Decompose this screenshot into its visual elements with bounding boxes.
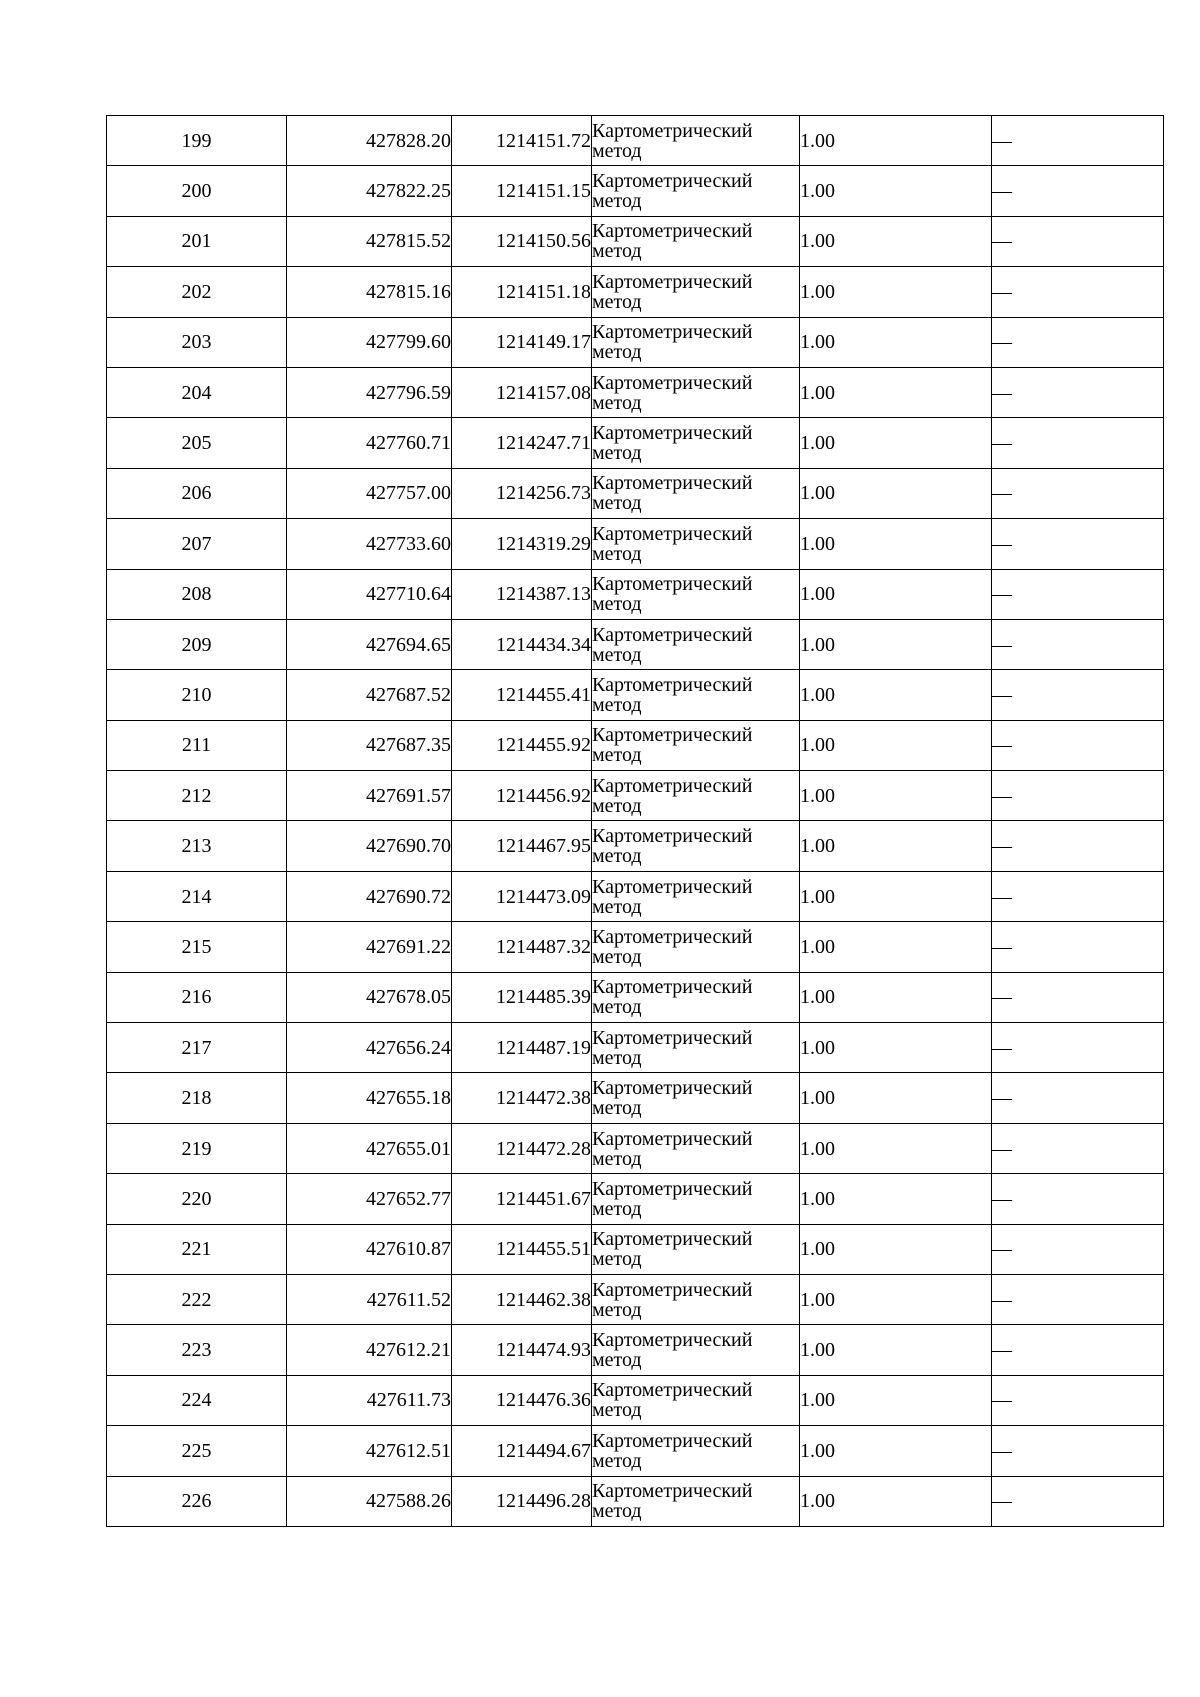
table-row xyxy=(107,771,1164,821)
table-row xyxy=(107,1123,1164,1173)
description-cell: — xyxy=(992,116,1164,166)
point-number-cell: 224 xyxy=(107,1375,287,1425)
point-number-cell: 205 xyxy=(107,418,287,468)
method-cell xyxy=(592,670,800,720)
description-cell: — xyxy=(992,821,1164,871)
method-line-1: Картометрический xyxy=(592,1480,753,1503)
accuracy-cell: 1.00 xyxy=(800,116,992,166)
accuracy-cell: 1.00 xyxy=(800,1375,992,1425)
x-coordinate-cell: 427611.73 xyxy=(287,1375,452,1425)
method-cell xyxy=(592,1174,800,1224)
method-cell xyxy=(592,771,800,821)
table-row xyxy=(107,367,1164,417)
method-cell xyxy=(592,720,800,770)
y-coordinate-cell: 1214151.18 xyxy=(452,267,592,317)
x-coordinate-cell: 427694.65 xyxy=(287,619,452,669)
x-coordinate-cell: 427828.20 xyxy=(287,116,452,166)
y-coordinate-cell: 1214151.15 xyxy=(452,166,592,216)
method-cell xyxy=(592,871,800,921)
method-line-1: Картометрический xyxy=(592,875,753,898)
accuracy-cell: 1.00 xyxy=(800,871,992,921)
x-coordinate-cell: 427652.77 xyxy=(287,1174,452,1224)
table-row xyxy=(107,1174,1164,1224)
method-line-1: Картометрический xyxy=(592,522,753,545)
accuracy-cell: 1.00 xyxy=(800,418,992,468)
y-coordinate-cell: 1214150.56 xyxy=(452,216,592,266)
accuracy-cell: 1.00 xyxy=(800,972,992,1022)
y-coordinate-cell: 1214472.28 xyxy=(452,1123,592,1173)
table-row xyxy=(107,720,1164,770)
y-coordinate-cell: 1214319.29 xyxy=(452,519,592,569)
table-row xyxy=(107,216,1164,266)
y-coordinate-cell: 1214456.92 xyxy=(452,771,592,821)
y-coordinate-cell: 1214455.41 xyxy=(452,670,592,720)
table-row xyxy=(107,922,1164,972)
method-cell xyxy=(592,116,800,166)
method-line-2: метод xyxy=(592,895,642,918)
method-line-2: метод xyxy=(592,1500,642,1523)
x-coordinate-cell: 427690.70 xyxy=(287,821,452,871)
accuracy-cell: 1.00 xyxy=(800,1073,992,1123)
x-coordinate-cell: 427822.25 xyxy=(287,166,452,216)
accuracy-cell: 1.00 xyxy=(800,267,992,317)
y-coordinate-cell: 1214474.93 xyxy=(452,1325,592,1375)
accuracy-cell: 1.00 xyxy=(800,1426,992,1476)
x-coordinate-cell: 427655.18 xyxy=(287,1073,452,1123)
method-line-1: Картометрический xyxy=(592,321,753,344)
point-number-cell: 212 xyxy=(107,771,287,821)
point-number-cell: 202 xyxy=(107,267,287,317)
y-coordinate-cell: 1214256.73 xyxy=(452,468,592,518)
method-line-2: метод xyxy=(592,492,642,515)
y-coordinate-cell: 1214487.32 xyxy=(452,922,592,972)
method-line-2: метод xyxy=(592,1046,642,1069)
x-coordinate-cell: 427687.52 xyxy=(287,670,452,720)
description-cell: — xyxy=(992,166,1164,216)
method-line-2: метод xyxy=(592,744,642,767)
description-cell: — xyxy=(992,720,1164,770)
table-row xyxy=(107,267,1164,317)
point-number-cell: 207 xyxy=(107,519,287,569)
method-line-2: метод xyxy=(592,542,642,565)
description-cell: — xyxy=(992,771,1164,821)
method-cell xyxy=(592,569,800,619)
method-line-1: Картометрический xyxy=(592,422,753,445)
method-line-1: Картометрический xyxy=(592,220,753,243)
y-coordinate-cell: 1214151.72 xyxy=(452,116,592,166)
method-line-2: метод xyxy=(592,794,642,817)
accuracy-cell: 1.00 xyxy=(800,367,992,417)
table-row xyxy=(107,972,1164,1022)
table-row xyxy=(107,619,1164,669)
method-cell xyxy=(592,922,800,972)
accuracy-cell: 1.00 xyxy=(800,1123,992,1173)
description-cell: — xyxy=(992,670,1164,720)
x-coordinate-cell: 427611.52 xyxy=(287,1274,452,1324)
table-row xyxy=(107,418,1164,468)
table-row xyxy=(107,1224,1164,1274)
point-number-cell: 210 xyxy=(107,670,287,720)
coordinates-table-body xyxy=(107,116,1164,1527)
method-line-2: метод xyxy=(592,190,642,213)
method-cell xyxy=(592,1325,800,1375)
y-coordinate-cell: 1214472.38 xyxy=(452,1073,592,1123)
y-coordinate-cell: 1214451.67 xyxy=(452,1174,592,1224)
point-number-cell: 222 xyxy=(107,1274,287,1324)
description-cell: — xyxy=(992,1023,1164,1073)
method-line-1: Картометрический xyxy=(592,1026,753,1049)
method-line-1: Картометрический xyxy=(592,1127,753,1150)
description-cell: — xyxy=(992,1325,1164,1375)
accuracy-cell: 1.00 xyxy=(800,216,992,266)
table-row xyxy=(107,468,1164,518)
point-number-cell: 216 xyxy=(107,972,287,1022)
description-cell: — xyxy=(992,367,1164,417)
accuracy-cell: 1.00 xyxy=(800,821,992,871)
method-line-1: Картометрический xyxy=(592,673,753,696)
table-row xyxy=(107,821,1164,871)
accuracy-cell: 1.00 xyxy=(800,519,992,569)
method-line-2: метод xyxy=(592,442,642,465)
method-line-1: Картометрический xyxy=(592,573,753,596)
method-line-2: метод xyxy=(592,1399,642,1422)
y-coordinate-cell: 1214462.38 xyxy=(452,1274,592,1324)
point-number-cell: 218 xyxy=(107,1073,287,1123)
method-cell xyxy=(592,1375,800,1425)
point-number-cell: 220 xyxy=(107,1174,287,1224)
description-cell: — xyxy=(992,1224,1164,1274)
description-cell: — xyxy=(992,1123,1164,1173)
x-coordinate-cell: 427815.52 xyxy=(287,216,452,266)
accuracy-cell: 1.00 xyxy=(800,317,992,367)
method-cell xyxy=(592,166,800,216)
method-cell xyxy=(592,1073,800,1123)
x-coordinate-cell: 427691.57 xyxy=(287,771,452,821)
method-line-2: метод xyxy=(592,945,642,968)
description-cell: — xyxy=(992,1073,1164,1123)
method-line-2: метод xyxy=(592,1349,642,1372)
point-number-cell: 200 xyxy=(107,166,287,216)
accuracy-cell: 1.00 xyxy=(800,720,992,770)
point-number-cell: 203 xyxy=(107,317,287,367)
description-cell: — xyxy=(992,418,1164,468)
y-coordinate-cell: 1214434.34 xyxy=(452,619,592,669)
method-line-2: метод xyxy=(592,1197,642,1220)
table-row xyxy=(107,166,1164,216)
method-line-1: Картометрический xyxy=(592,1177,753,1200)
point-number-cell: 221 xyxy=(107,1224,287,1274)
method-line-2: метод xyxy=(592,1449,642,1472)
x-coordinate-cell: 427612.21 xyxy=(287,1325,452,1375)
point-number-cell: 214 xyxy=(107,871,287,921)
point-number-cell: 219 xyxy=(107,1123,287,1173)
description-cell: — xyxy=(992,1174,1164,1224)
accuracy-cell: 1.00 xyxy=(800,1023,992,1073)
method-cell xyxy=(592,519,800,569)
table-row xyxy=(107,1375,1164,1425)
description-cell: — xyxy=(992,569,1164,619)
description-cell: — xyxy=(992,317,1164,367)
accuracy-cell: 1.00 xyxy=(800,771,992,821)
accuracy-cell: 1.00 xyxy=(800,1274,992,1324)
method-line-1: Картометрический xyxy=(592,925,753,948)
table-row xyxy=(107,1274,1164,1324)
x-coordinate-cell: 427610.87 xyxy=(287,1224,452,1274)
table-row xyxy=(107,116,1164,166)
method-cell xyxy=(592,1476,800,1526)
y-coordinate-cell: 1214473.09 xyxy=(452,871,592,921)
method-line-2: метод xyxy=(592,1147,642,1170)
table-row xyxy=(107,1426,1164,1476)
point-number-cell: 223 xyxy=(107,1325,287,1375)
point-number-cell: 204 xyxy=(107,367,287,417)
method-line-2: метод xyxy=(592,1248,642,1271)
method-line-1: Картометрический xyxy=(592,724,753,747)
accuracy-cell: 1.00 xyxy=(800,468,992,518)
method-cell xyxy=(592,619,800,669)
accuracy-cell: 1.00 xyxy=(800,1476,992,1526)
method-cell xyxy=(592,1274,800,1324)
method-line-1: Картометрический xyxy=(592,170,753,193)
y-coordinate-cell: 1214476.36 xyxy=(452,1375,592,1425)
method-line-1: Картометрический xyxy=(592,774,753,797)
y-coordinate-cell: 1214157.08 xyxy=(452,367,592,417)
description-cell: — xyxy=(992,1274,1164,1324)
method-line-2: метод xyxy=(592,593,642,616)
x-coordinate-cell: 427733.60 xyxy=(287,519,452,569)
y-coordinate-cell: 1214455.92 xyxy=(452,720,592,770)
coordinates-table xyxy=(106,115,1164,1527)
point-number-cell: 201 xyxy=(107,216,287,266)
method-line-1: Картометрический xyxy=(592,371,753,394)
method-cell xyxy=(592,972,800,1022)
point-number-cell: 208 xyxy=(107,569,287,619)
point-number-cell: 213 xyxy=(107,821,287,871)
point-number-cell: 209 xyxy=(107,619,287,669)
x-coordinate-cell: 427687.35 xyxy=(287,720,452,770)
method-line-1: Картометрический xyxy=(592,976,753,999)
table-row xyxy=(107,871,1164,921)
x-coordinate-cell: 427815.16 xyxy=(287,267,452,317)
description-cell: — xyxy=(992,1375,1164,1425)
x-coordinate-cell: 427760.71 xyxy=(287,418,452,468)
method-line-2: метод xyxy=(592,1298,642,1321)
method-line-2: метод xyxy=(592,139,642,162)
method-line-2: метод xyxy=(592,643,642,666)
y-coordinate-cell: 1214496.28 xyxy=(452,1476,592,1526)
method-line-2: метод xyxy=(592,845,642,868)
x-coordinate-cell: 427796.59 xyxy=(287,367,452,417)
method-cell xyxy=(592,1224,800,1274)
table-row xyxy=(107,1073,1164,1123)
point-number-cell: 211 xyxy=(107,720,287,770)
method-line-2: метод xyxy=(592,1097,642,1120)
description-cell: — xyxy=(992,519,1164,569)
method-line-2: метод xyxy=(592,341,642,364)
x-coordinate-cell: 427588.26 xyxy=(287,1476,452,1526)
accuracy-cell: 1.00 xyxy=(800,166,992,216)
method-cell xyxy=(592,1023,800,1073)
accuracy-cell: 1.00 xyxy=(800,569,992,619)
point-number-cell: 217 xyxy=(107,1023,287,1073)
method-cell xyxy=(592,1123,800,1173)
method-line-1: Картометрический xyxy=(592,825,753,848)
y-coordinate-cell: 1214247.71 xyxy=(452,418,592,468)
method-line-2: метод xyxy=(592,996,642,1019)
accuracy-cell: 1.00 xyxy=(800,1224,992,1274)
x-coordinate-cell: 427678.05 xyxy=(287,972,452,1022)
point-number-cell: 226 xyxy=(107,1476,287,1526)
point-number-cell: 215 xyxy=(107,922,287,972)
accuracy-cell: 1.00 xyxy=(800,1325,992,1375)
method-cell xyxy=(592,367,800,417)
x-coordinate-cell: 427710.64 xyxy=(287,569,452,619)
y-coordinate-cell: 1214149.17 xyxy=(452,317,592,367)
x-coordinate-cell: 427656.24 xyxy=(287,1023,452,1073)
point-number-cell: 199 xyxy=(107,116,287,166)
method-line-1: Картометрический xyxy=(592,270,753,293)
method-line-1: Картометрический xyxy=(592,119,753,142)
method-line-2: метод xyxy=(592,693,642,716)
description-cell: — xyxy=(992,972,1164,1022)
method-line-1: Картометрический xyxy=(592,1379,753,1402)
accuracy-cell: 1.00 xyxy=(800,670,992,720)
point-number-cell: 206 xyxy=(107,468,287,518)
table-row xyxy=(107,569,1164,619)
accuracy-cell: 1.00 xyxy=(800,922,992,972)
method-line-2: метод xyxy=(592,240,642,263)
y-coordinate-cell: 1214455.51 xyxy=(452,1224,592,1274)
description-cell: — xyxy=(992,468,1164,518)
method-line-1: Картометрический xyxy=(592,1077,753,1100)
y-coordinate-cell: 1214387.13 xyxy=(452,569,592,619)
method-line-1: Картометрический xyxy=(592,1329,753,1352)
method-cell xyxy=(592,317,800,367)
method-cell xyxy=(592,418,800,468)
x-coordinate-cell: 427655.01 xyxy=(287,1123,452,1173)
method-cell xyxy=(592,216,800,266)
point-number-cell: 225 xyxy=(107,1426,287,1476)
y-coordinate-cell: 1214494.67 xyxy=(452,1426,592,1476)
x-coordinate-cell: 427799.60 xyxy=(287,317,452,367)
method-line-1: Картометрический xyxy=(592,472,753,495)
y-coordinate-cell: 1214485.39 xyxy=(452,972,592,1022)
accuracy-cell: 1.00 xyxy=(800,619,992,669)
description-cell: — xyxy=(992,871,1164,921)
table-row xyxy=(107,1325,1164,1375)
description-cell: — xyxy=(992,1426,1164,1476)
description-cell: — xyxy=(992,216,1164,266)
accuracy-cell: 1.00 xyxy=(800,1174,992,1224)
method-cell xyxy=(592,821,800,871)
method-line-2: метод xyxy=(592,391,642,414)
method-cell xyxy=(592,1426,800,1476)
y-coordinate-cell: 1214467.95 xyxy=(452,821,592,871)
description-cell: — xyxy=(992,1476,1164,1526)
method-cell xyxy=(592,267,800,317)
method-line-2: метод xyxy=(592,290,642,313)
x-coordinate-cell: 427757.00 xyxy=(287,468,452,518)
description-cell: — xyxy=(992,267,1164,317)
x-coordinate-cell: 427690.72 xyxy=(287,871,452,921)
table-row xyxy=(107,670,1164,720)
table-row xyxy=(107,1476,1164,1526)
x-coordinate-cell: 427612.51 xyxy=(287,1426,452,1476)
table-row xyxy=(107,1023,1164,1073)
method-line-1: Картометрический xyxy=(592,1278,753,1301)
method-line-1: Картометрический xyxy=(592,1429,753,1452)
x-coordinate-cell: 427691.22 xyxy=(287,922,452,972)
table-row xyxy=(107,519,1164,569)
description-cell: — xyxy=(992,922,1164,972)
method-cell xyxy=(592,468,800,518)
description-cell: — xyxy=(992,619,1164,669)
y-coordinate-cell: 1214487.19 xyxy=(452,1023,592,1073)
table-row xyxy=(107,317,1164,367)
method-line-1: Картометрический xyxy=(592,623,753,646)
method-line-1: Картометрический xyxy=(592,1228,753,1251)
